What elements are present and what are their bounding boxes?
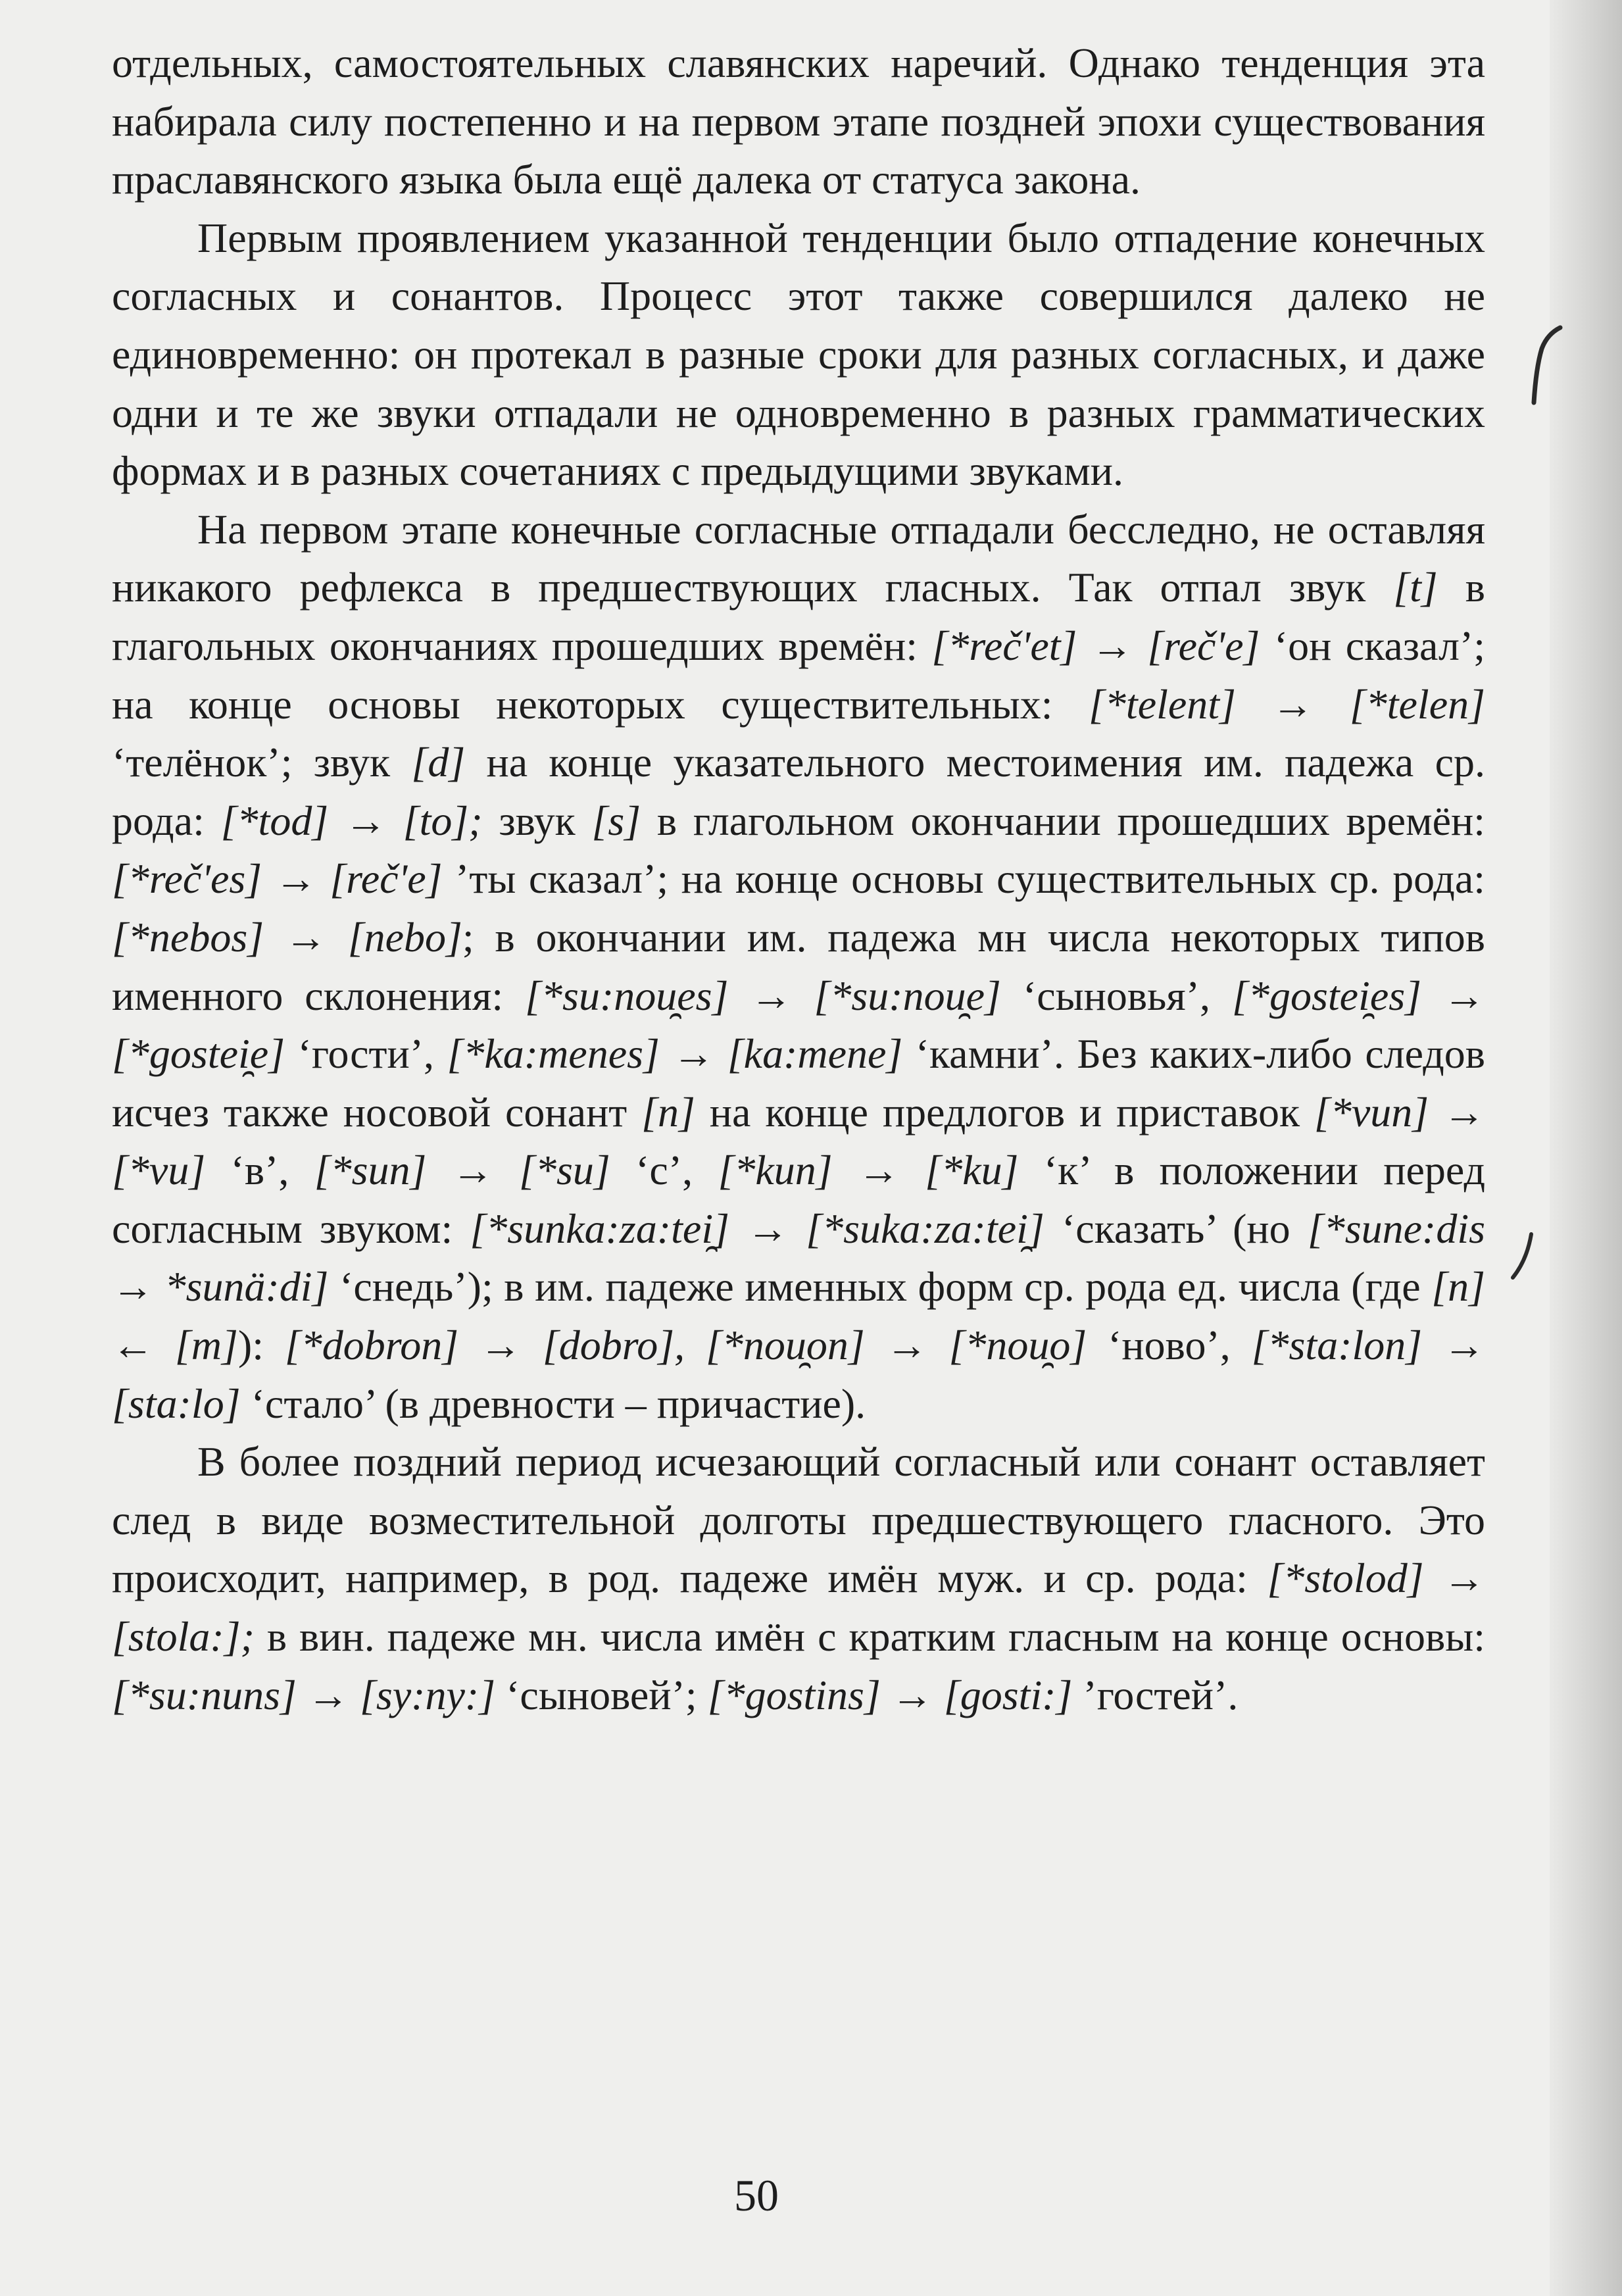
text-run: ‘в’, <box>205 1147 314 1194</box>
text-run: ‘сыновей’; <box>495 1671 708 1718</box>
pencil-margin-mark-icon <box>1526 322 1565 408</box>
paragraph-3 <box>112 501 1485 1434</box>
text-run: ; в окончании им. падежа мн числа некоторых типов именного склонения: <box>112 913 1485 1019</box>
paragraph-4 <box>112 1433 1485 1724</box>
text-run: ‘стало’ (в древности – причастие). <box>240 1380 866 1427</box>
linguistic-example: [*kun] → [*ku] <box>718 1147 1019 1194</box>
linguistic-example: [*sune:dis → *sunä:di] <box>112 1205 1486 1310</box>
linguistic-example: [n] ← [m] <box>112 1263 1486 1369</box>
text-run: ‘камни’. Без каких-либо следов исчез также носовой сонант <box>112 1030 1485 1136</box>
linguistic-example: [*sun] → [*su] <box>314 1147 610 1194</box>
text-run: ‘снедь’); в им. падеже именных форм ср. рода ед. числа (где <box>328 1263 1432 1310</box>
linguistic-example: [t] <box>1393 564 1438 611</box>
linguistic-example: [*sunka:za:tei̯] → [*suka:za:tei̯] <box>470 1205 1044 1252</box>
linguistic-example: [*gostei̯es] → [*gostei̯e] <box>112 972 1486 1078</box>
text-run: ‘он сказал’; на конце основы некоторых существительных: <box>112 622 1486 728</box>
linguistic-example: [*ka:menes] → [ka:mene] <box>447 1030 903 1078</box>
linguistic-example: [*su:nou̯es] → [*su:nou̯e] <box>525 972 1001 1019</box>
text-run: ‘сказать’ (но <box>1044 1205 1308 1252</box>
paragraph-1: отдельных, самостоятельных славянских наречий. Однако тенденция эта набирала силу постепенно и на первом этапе поздней эпохи существования праславянского языка была ещё далека от статуса закона. <box>112 39 1485 203</box>
linguistic-example: [n] <box>641 1088 695 1136</box>
paragraph-2: Первым проявлением указанной тенденции было отпадение конечных согласных и сонантов. Процесс этот также совершился далеко не единовременно: он протекал в разные сроки для разных согласных, и даже одни и те же звуки отпадали не одновременно в разных грамматических формах и в разных сочетаниях с предыдущими звуками. <box>112 214 1485 495</box>
pencil-margin-tick-icon <box>1506 1230 1539 1283</box>
text-run: ): <box>237 1322 285 1369</box>
linguistic-example: [*dobron] → [dobro], [*nou̯on] → [*nou̯o] <box>284 1322 1087 1369</box>
linguistic-example: [*tod] → [to]; <box>220 797 483 844</box>
linguistic-example: [*nebos] → [nebo] <box>112 913 462 961</box>
linguistic-example: [*gostins] → [gosti:] <box>707 1671 1073 1718</box>
linguistic-example: [s] <box>591 797 641 844</box>
text-run: ’ты сказал’; на конце основы существительных ср. рода: <box>442 855 1485 903</box>
text-run: ‘с’, <box>610 1147 718 1194</box>
text-run: ‘гости’, <box>285 1030 447 1078</box>
page-number: 50 <box>734 2170 779 2220</box>
linguistic-example: [*telent] → [*telen] <box>1089 680 1486 728</box>
text-run: в глагольном окончании прошедших времён: <box>641 797 1486 844</box>
linguistic-example: [*su:nuns] → [sy:ny:] <box>112 1671 496 1718</box>
text-run: на конце предлогов и приставок <box>695 1088 1314 1136</box>
linguistic-example: [*sta:lon] → [sta:lo] <box>112 1322 1486 1427</box>
text-run: ‘ново’, <box>1087 1322 1252 1369</box>
text-run: ‘телёнок’; звук <box>112 739 412 786</box>
linguistic-example: [*reč'et] → [reč'e] <box>931 622 1260 669</box>
page-body <box>112 34 1485 1724</box>
linguistic-example: [*stolod] → [stola:]; <box>112 1555 1486 1660</box>
text-run: в вин. падеже мн. числа имён с кратким гласным на конце основы: <box>254 1613 1485 1660</box>
linguistic-example: [d] <box>411 739 466 786</box>
text-run: На первом этапе конечные согласные отпадали бесследно, не оставляя никакого рефлекса в предшествующих гласных. Так отпал звук <box>112 505 1485 611</box>
text-run: на конце указательного местоимения им. падежа ср. рода: <box>112 739 1486 844</box>
text-run: в глагольных окончаниях прошедших времён: <box>112 564 1486 669</box>
linguistic-example: [*vun] → [*vu] <box>112 1088 1486 1194</box>
text-run: ‘к’ в положении перед согласным звуком: <box>112 1147 1486 1252</box>
text-run: звук <box>482 797 592 844</box>
text-run: В более поздний период исчезающий согласный или сонант оставляет след в виде возместительной долготы предшествующего гласного. Это происходит, например, в род. падеже имён муж. и ср. рода: <box>112 1438 1485 1602</box>
text-run: ‘сыновья’, <box>1000 972 1233 1019</box>
linguistic-example: [*reč'es] → [reč'e] <box>112 855 443 903</box>
text-run: ’гостей’. <box>1072 1671 1239 1718</box>
